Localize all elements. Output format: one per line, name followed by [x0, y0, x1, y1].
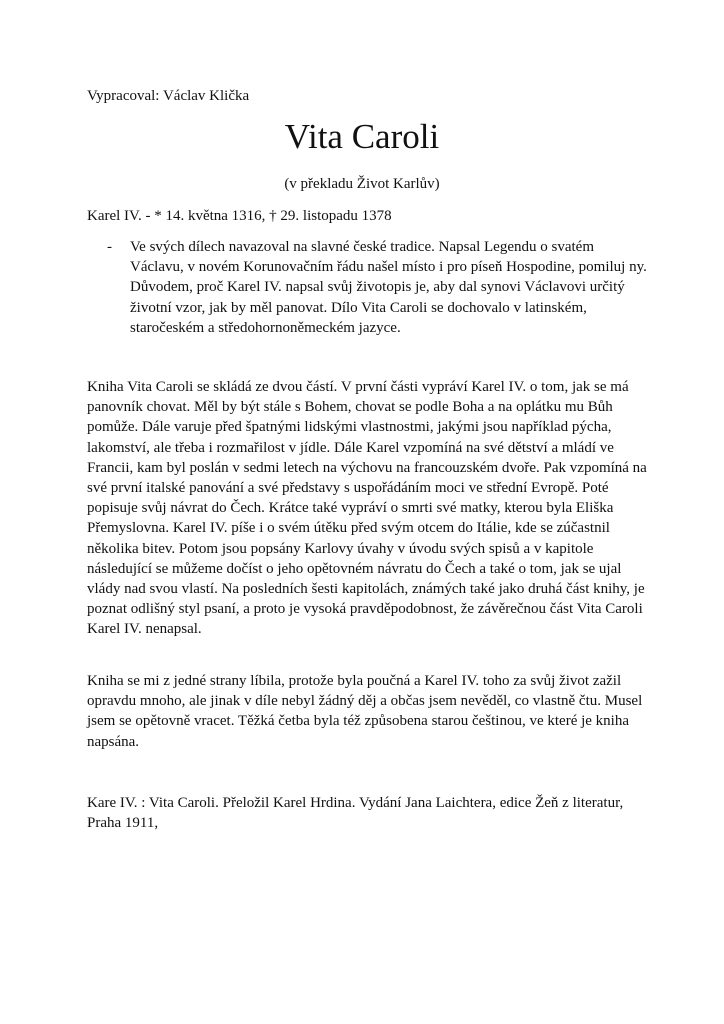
document-subtitle: (v překladu Život Karlův)	[284, 176, 440, 192]
birth-death-dates: Karel IV. - * 14. května 1316, † 29. listopadu 1378	[87, 208, 392, 224]
paragraph-summary: Kniha Vita Caroli se skládá ze dvou částí. V první části vypráví Karel IV. o tom, jak se má panovník chovat. Měl by být stále s Bohem, chovat se podle Boha a na oplátku mu Bůh pomůže. Dále varuje před špatnými lidskými vlastnostmi, jakými jsou například pýcha, lakomství, ale třeba i rozmařilost v jídle. Dále Karel vzpomíná na své dětství a mládí ve Francii, kam byl poslán v sedmi letech na výchovu na francouzském dvoře. Pak vzpomíná na své první italské panování a své představy s uspořádáním moci ve střední Evropě. Poté popisuje svůj návrat do Čech. Krátce také vypráví o smrti své matky, kterou byla Eliška Přemyslovna. Karel IV. píše i o svém útěku před svým otcem do Itálie, kde se zúčastnil několika bitev. Potom jsou popsány Karlovy úvahy v úvodu svých spisů a v kapitole následující se můžeme dočíst o jeho opětovném návratu do Čech a také o tom, jak se ujal vlády nad svou vlastí. Na posledních šesti kapitolách, známých také jako druhá část knihy, je poznat odlišný styl psaní, a proto je vysoká pravděpodobnost, že závěrečnou část Vita Caroli Karel IV. nenapsal.	[87, 379, 647, 638]
bullet-text: Ve svých dílech navazoval na slavné české tradice. Napsal Legendu o svatém Václavu, v novém Korunovačním řádu našel místo i pro píseň Hospodine, pomiluj ny. Důvodem, proč Karel IV. napsal svůj životopis je, aby dal synovi Václavovi určitý životní vzor, jak by měl panovat. Dílo Vita Caroli se dochovalo v latinském, staročeském a středohornoněmeckém jazyce.	[130, 239, 647, 336]
paragraph-citation: Kare IV. : Vita Caroli. Přeložil Karel Hrdina. Vydání Jana Laichtera, edice Žeň z literatur, Praha 1911,	[87, 795, 624, 832]
bullet-list	[87, 237, 647, 338]
author-line: Vypracoval: Václav Klička	[87, 88, 250, 104]
bullet-marker: -	[107, 239, 112, 255]
bullet-item	[87, 237, 647, 338]
paragraph-opinion: Kniha se mi z jedné strany líbila, protože byla poučná a Karel IV. toho za svůj život zažil opravdu mnoho, ale jinak v díle nebyl žádný děj a občas jsem nevěděl, co vlastně čtu. Musel jsem se opětovně vracet. Těžká četba byla též způsobena starou češtinou, ve které je kniha napsána.	[87, 673, 643, 750]
document-title: Vita Caroli	[284, 117, 440, 156]
